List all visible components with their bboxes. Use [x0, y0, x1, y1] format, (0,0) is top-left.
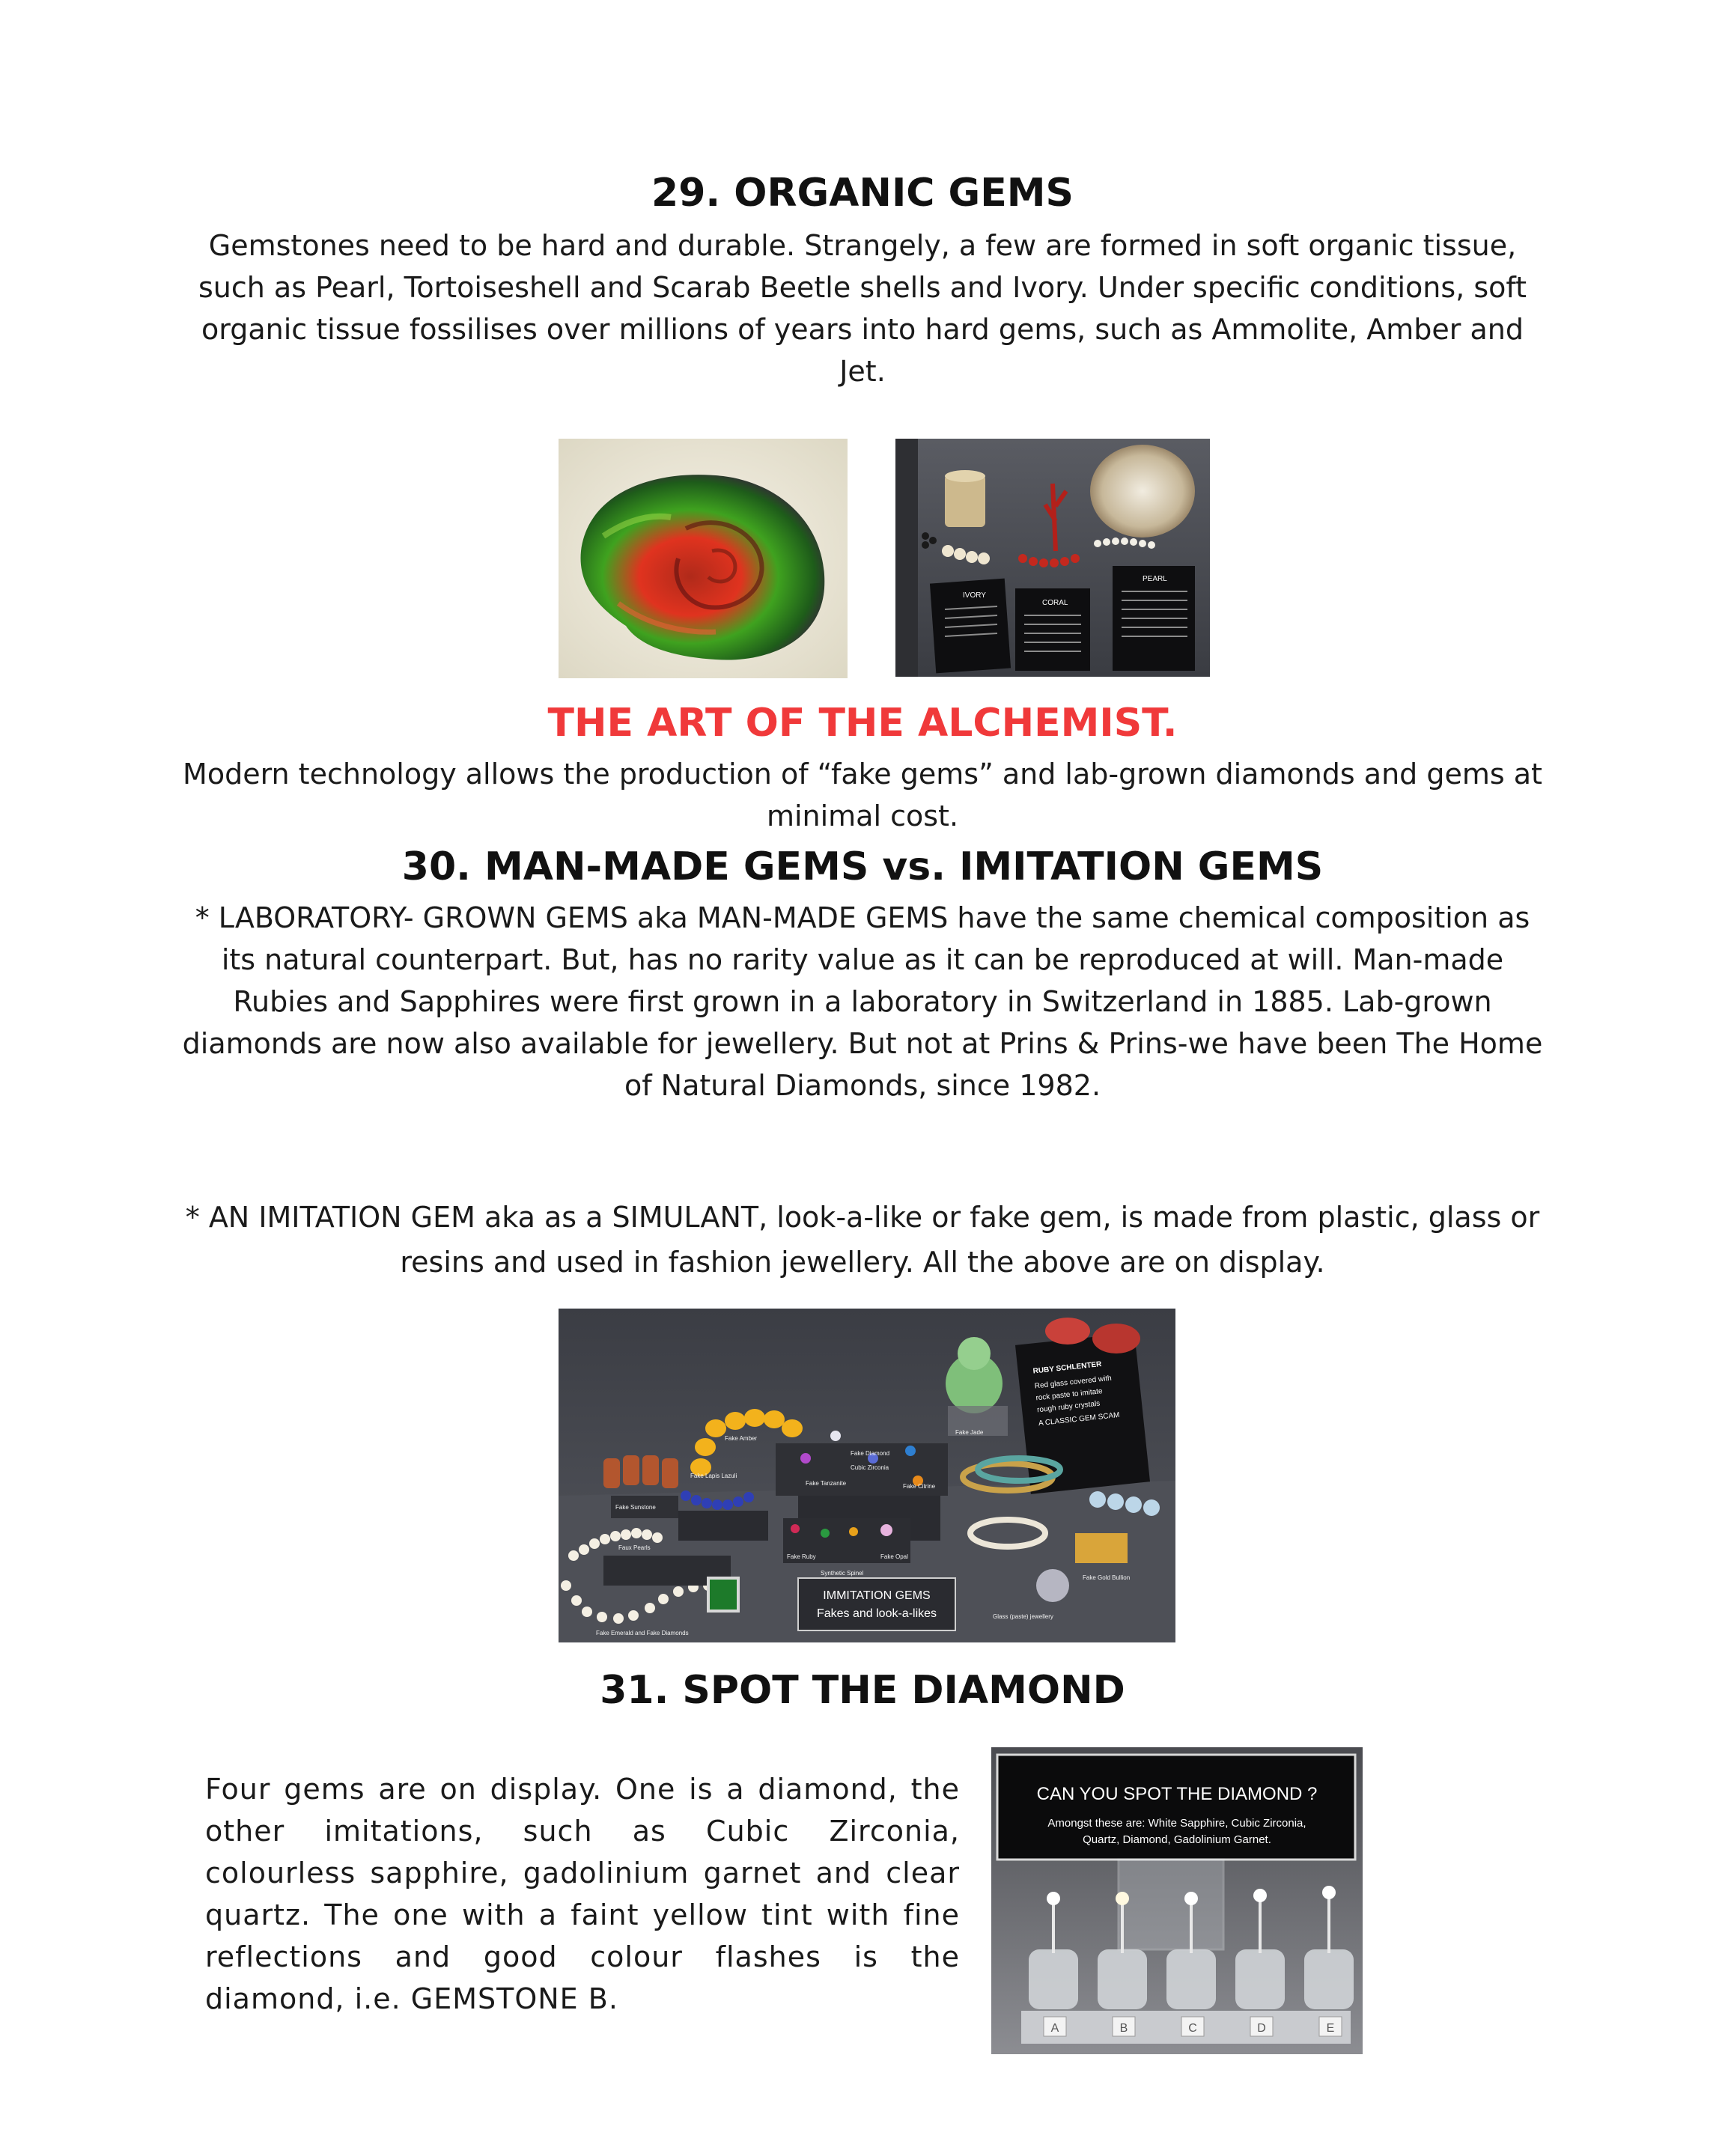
- ammolite-photo: [559, 439, 848, 678]
- label-fake-amber: Fake Amber: [725, 1435, 758, 1442]
- gem-letter-d: D: [1257, 2022, 1266, 2035]
- ivory-card-label: IVORY: [963, 591, 986, 600]
- label-fake-ruby: Fake Ruby: [787, 1553, 816, 1560]
- ruby-sign-line-5: A CLASSIC GEM SCAM: [1038, 1410, 1121, 1428]
- ruby-sign-line-1: RUBY SCHLENTER: [1032, 1360, 1102, 1376]
- gem-letter-a: A: [1050, 2022, 1059, 2035]
- spot-sign-sub-1: Amongst these are: White Sapphire, Cubic Zirconia,: [1047, 1817, 1306, 1830]
- label-glass-paste: Glass (paste) jewellery: [993, 1613, 1053, 1620]
- organic-display-photo: [895, 439, 1210, 677]
- label-fake-citrine: Fake Citrine: [903, 1483, 936, 1490]
- gem-letter-e: E: [1326, 2022, 1335, 2035]
- ruby-sign-line-4: rough ruby crystals: [1036, 1399, 1101, 1415]
- heading-alchemist: THE ART OF THE ALCHEMIST.: [547, 701, 1178, 746]
- imitation-sign-line-1: IMMITATION GEMS: [823, 1589, 931, 1602]
- label-fake-diamond: Fake Diamond: [851, 1450, 890, 1457]
- heading-man-made-gems: 30. MAN-MADE GEMS vs. IMITATION GEMS: [401, 844, 1324, 889]
- label-fake-sunstone: Fake Sunstone: [615, 1504, 656, 1511]
- spot-sign-sub-2: Quartz, Diamond, Gadolinium Garnet.: [1083, 1833, 1271, 1846]
- heading-spot-the-diamond: 31. SPOT THE DIAMOND: [600, 1668, 1125, 1713]
- label-cubic-zirconia: Cubic Zirconia: [851, 1464, 889, 1471]
- spot-the-diamond-photo: [991, 1747, 1363, 2054]
- label-fake-jade: Fake Jade: [955, 1429, 984, 1436]
- organic-gems-text: Gemstones need to be hard and durable. Strangely, a few are formed in soft organic tissue, such as Pearl, Tortoiseshell and Scarab Beetle shells and Ivory. Under specific conditions, soft organic tissue fossilises over millions of years into hard gems, such as Ammolite, Amber and Jet.: [198, 229, 1527, 388]
- lab-grown-gems-text: * LABORATORY- GROWN GEMS aka MAN-MADE GEMS have the same chemical composition as its natural counterpart. But, has no rarity value as it can be reproduced at will. Man-made Rubies and Sapphires were first grown in a laboratory in Switzerland in 1885. Lab-grown diamonds are now also available for jewellery. But not at Prins & Prins-we have been The Home of Natural Diamonds, since 1982.: [182, 901, 1543, 1102]
- coral-card-label: CORAL: [1042, 599, 1068, 607]
- ruby-sign-line-3: rock paste to imitate: [1035, 1387, 1104, 1403]
- imitation-gems-display-photo: [559, 1309, 1175, 1642]
- imitation-sign-line-2: Fakes and look-a-likes: [816, 1607, 937, 1620]
- label-fake-lapis: Fake Lapis Lazuli: [690, 1473, 737, 1479]
- alchemist-text: Modern technology allows the production of “fake gems” and lab-grown diamonds and gems at minimal cost.: [183, 758, 1542, 832]
- pearl-card-label: PEARL: [1143, 575, 1167, 583]
- spot-the-diamond-text: Four gems are on display. One is a diamond, the other imitations, such as Cubic Zirconia, colourless sapphire, gadolinium garnet and clear quartz. The one with a faint yellow tint with fine reflections and good colour flashes is the diamond, i.e. GEMSTONE B.: [205, 1773, 960, 2015]
- label-fake-emerald: Fake Emerald and Fake Diamonds: [596, 1630, 689, 1636]
- ruby-sign-line-2: Red glass covered with: [1034, 1374, 1113, 1391]
- gem-letter-c: C: [1188, 2022, 1197, 2035]
- label-fake-gold: Fake Gold Bullion: [1083, 1574, 1131, 1581]
- imitation-gem-text: * AN IMITATION GEM aka as a SIMULANT, look-a-like or fake gem, is made from plastic, glass or resins and used in fashion jewellery. All the above are on display.: [185, 1201, 1540, 1279]
- label-fake-opal: Fake Opal: [880, 1553, 908, 1560]
- label-synthetic-spinel: Synthetic Spinel: [821, 1570, 864, 1577]
- spot-sign-title: CAN YOU SPOT THE DIAMOND ?: [1036, 1784, 1318, 1804]
- label-fake-tanzanite: Fake Tanzanite: [806, 1480, 847, 1487]
- label-faux-pearls: Faux Pearls: [618, 1544, 651, 1551]
- heading-organic-gems: 29. ORGANIC GEMS: [651, 171, 1074, 216]
- gem-letter-b: B: [1119, 2022, 1128, 2035]
